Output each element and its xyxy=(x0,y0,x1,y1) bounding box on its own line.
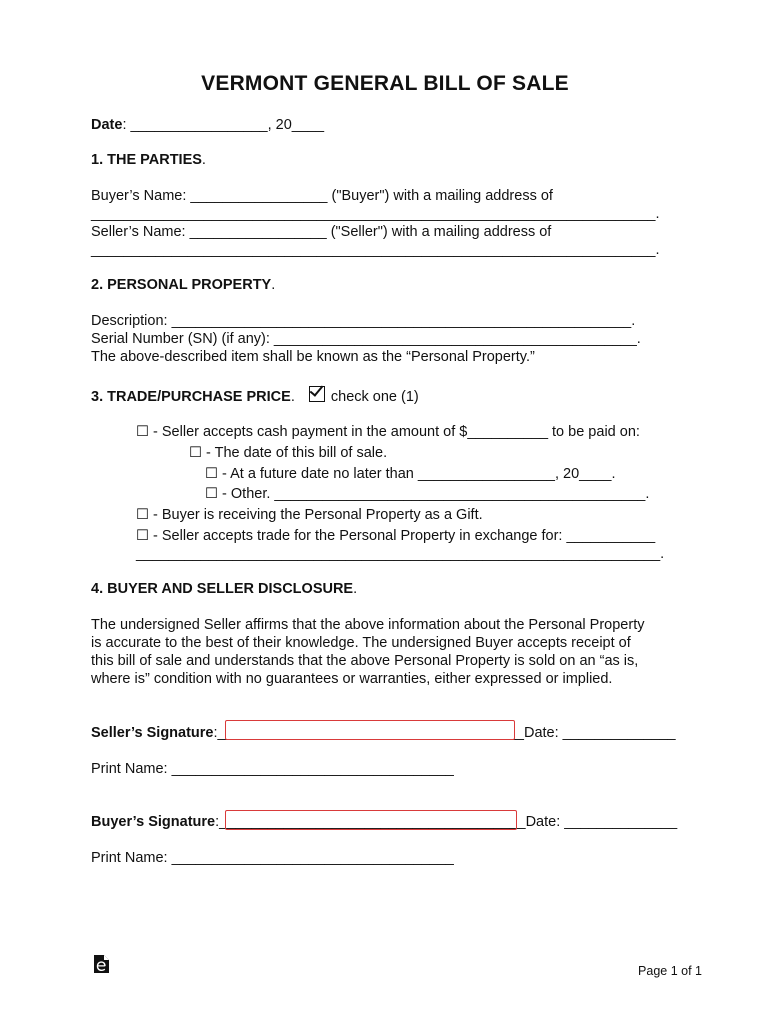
option-trade-continued[interactable]: _________________________________________________________________. xyxy=(136,546,665,562)
checkmark-icon xyxy=(309,386,325,402)
seller-signature-line: ______________________________________ xyxy=(217,725,524,741)
personal-property-note: The above-described item shall be known as the “Personal Property.” xyxy=(91,349,535,365)
option-cash-payment[interactable]: ☐ - Seller accepts cash payment in the amount of $__________ to be paid on: xyxy=(136,424,640,440)
section-4-dot: . xyxy=(353,581,358,597)
date-label: Date xyxy=(91,117,123,133)
section-3-dot: . xyxy=(290,389,295,405)
buyer-name-field[interactable]: Buyer’s Name: _________________ ("Buyer") with a mailing address of xyxy=(91,188,553,204)
seller-address-field[interactable]: ______________________________________________________________________. xyxy=(91,242,660,258)
disclosure-text-1: The undersigned Seller affirms that the above information about the Personal Property xyxy=(91,617,645,633)
seller-name-field[interactable]: Seller’s Name: _________________ ("Seller") with a mailing address of xyxy=(91,224,552,240)
check-one-note: check one (1) xyxy=(330,389,419,405)
section-2-dot: . xyxy=(271,277,276,293)
option-gift[interactable]: ☐ - Buyer is receiving the Personal Property as a Gift. xyxy=(136,507,483,523)
buyer-signature-colon: : xyxy=(215,814,220,830)
seller-signature-label: Seller’s Signature xyxy=(91,725,214,741)
section-4-heading xyxy=(91,580,357,598)
section-1-heading xyxy=(91,151,206,169)
section-3-title: 3. TRADE/PURCHASE PRICE xyxy=(91,389,291,405)
option-future-date[interactable]: ☐ - At a future date no later than _________________, 20____. xyxy=(205,466,616,482)
eforms-logo-icon xyxy=(93,954,110,974)
seller-date-field[interactable]: Date: ______________ xyxy=(523,725,676,741)
date-field[interactable]: : _________________, 20____ xyxy=(122,117,325,133)
document-title: VERMONT GENERAL BILL OF SALE xyxy=(201,72,569,95)
serial-number-field[interactable]: Serial Number (SN) (if any): _____________________________________________. xyxy=(91,331,641,347)
buyer-date-field[interactable]: Date: ______________ xyxy=(525,814,678,830)
buyer-print-name-field[interactable]: Print Name: ___________________________________ xyxy=(91,850,454,866)
seller-signature-colon: : xyxy=(213,725,218,741)
buyer-signature-label: Buyer’s Signature xyxy=(91,814,216,830)
buyer-address-field[interactable]: ______________________________________________________________________. xyxy=(91,206,660,222)
section-1-dot: . xyxy=(201,152,206,168)
section-3-heading xyxy=(91,385,419,406)
section-4-title: 4. BUYER AND SELLER DISCLOSURE xyxy=(91,581,354,597)
option-date-of-sale[interactable]: ☐ - The date of this bill of sale. xyxy=(189,445,388,461)
seller-signature-box[interactable] xyxy=(225,720,515,740)
option-other[interactable]: ☐ - Other. ______________________________________________. xyxy=(205,486,650,502)
section-2-title: 2. PERSONAL PROPERTY xyxy=(91,277,272,293)
option-trade[interactable]: ☐ - Seller accepts trade for the Personal Property in exchange for: ___________ xyxy=(136,528,656,544)
disclosure-text-4: where is” condition with no guarantees or warranties, either expressed or implied. xyxy=(91,671,613,687)
section-2-heading xyxy=(91,276,275,294)
disclosure-text-2: is accurate to the best of their knowledge. The undersigned Buyer accepts receipt of xyxy=(91,635,631,651)
description-field[interactable]: Description: _________________________________________________________. xyxy=(91,313,636,329)
page-number: Page 1 of 1 xyxy=(638,964,702,978)
section-1-title: 1. THE PARTIES xyxy=(91,152,202,168)
buyer-signature-box[interactable] xyxy=(225,810,517,830)
seller-print-name-field[interactable]: Print Name: ___________________________________ xyxy=(91,761,454,777)
date-line xyxy=(91,116,324,134)
disclosure-text-3: this bill of sale and understands that the above Personal Property is sold on an “as is, xyxy=(91,653,639,669)
buyer-signature-line: ______________________________________ xyxy=(219,814,526,830)
